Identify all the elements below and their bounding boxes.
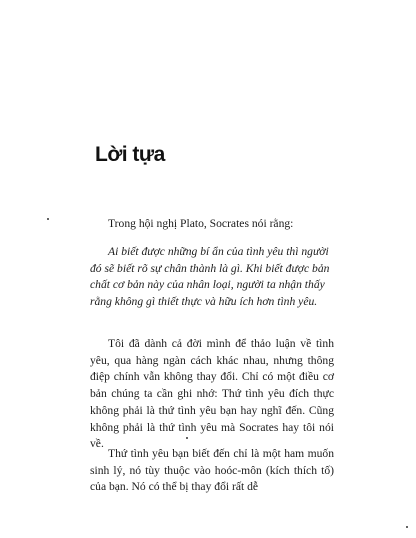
paragraph-2: Thứ tình yêu bạn biết đến chỉ là một ham muốn sinh lý, nó tùy thuộc vào hoóc-môn (kích thích tố) của bạn. Nó có thể bị thay đổi rất dễ — [90, 447, 334, 494]
socrates-quote: Ai biết được những bí ẩn của tình yêu thì người đó sẽ biết rõ sự chân thành là gì. Khi biết được bản chất cơ bản này của nhân loại, người ta nhận thấy rằng không gì thiết thực và hữu ích hơn tình yêu. — [90, 245, 330, 309]
intro-line: Trong hội nghị Plato, Socrates nói rằng: — [108, 217, 294, 230]
scan-speck — [47, 218, 49, 220]
scan-speck — [406, 526, 408, 528]
paragraph-1: Tôi đã dành cả đời mình để thảo luận về tình yêu, qua hàng ngàn cách khác nhau, nhưng thông điệp chính vẫn không thay đổi. Chỉ có một điều cơ bản chúng ta cần ghi nhớ: Thứ tình yêu đích thực không phải là thứ tình yêu bạn hay nghĩ đến. Cũng không phải là thứ tình yêu mà Socrates hay tôi nói về. — [90, 337, 334, 451]
chapter-title: Lời tựa — [95, 143, 165, 166]
scan-speck — [186, 437, 188, 439]
